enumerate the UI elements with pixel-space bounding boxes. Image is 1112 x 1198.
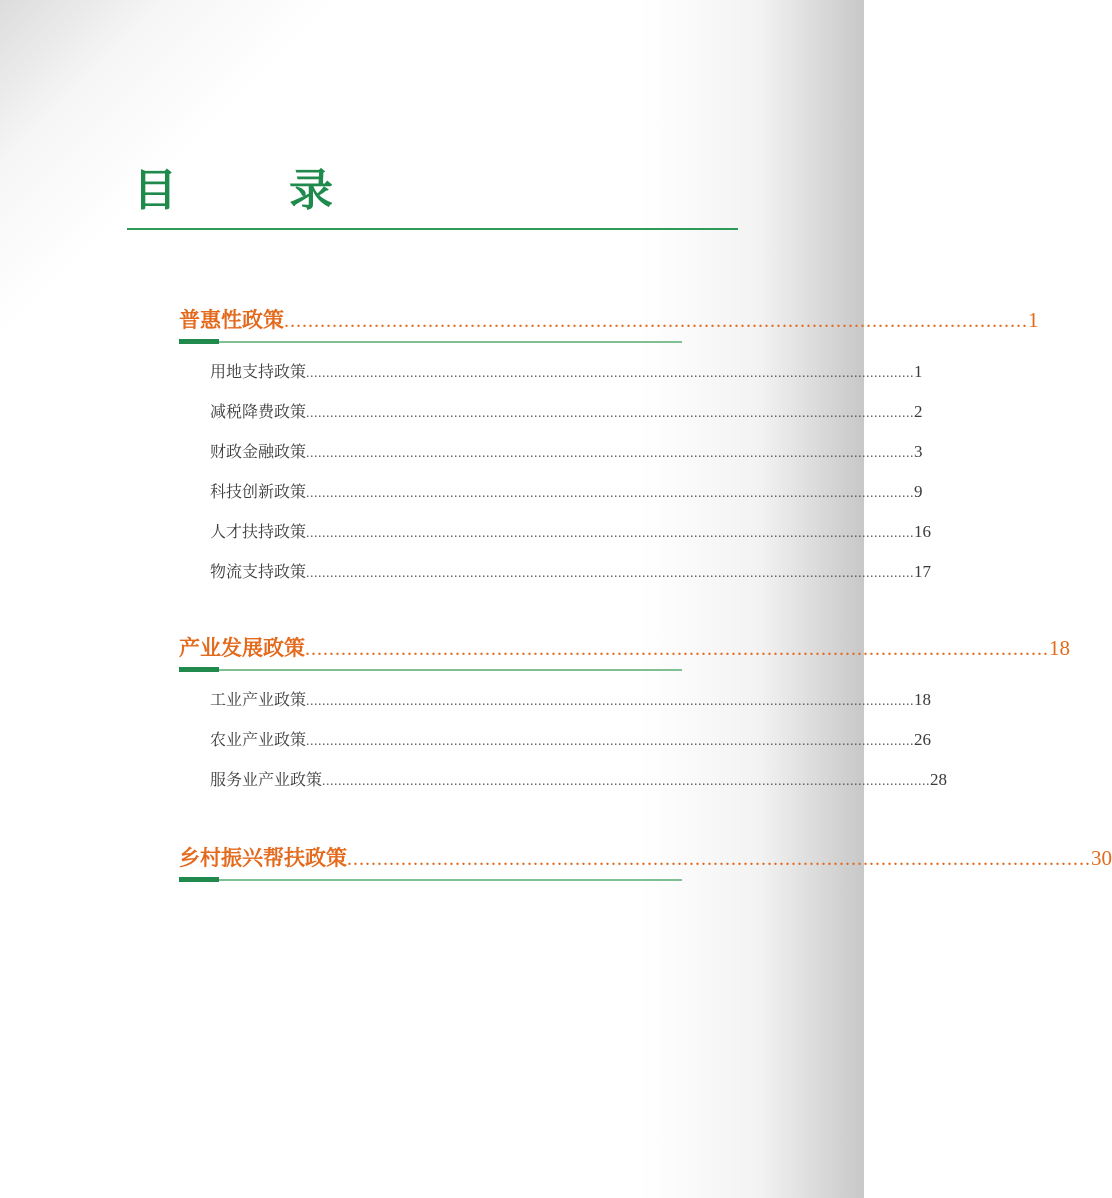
dot-leader: ........................................................................................................................................................ (322, 774, 931, 789)
toc-item-list (179, 685, 948, 805)
item-label: 科技创新政策 (210, 482, 307, 501)
toc-section-3 (179, 843, 1112, 881)
page-title: 目 录 (133, 165, 367, 216)
dot-leader: ........................................................................................................................................................ (306, 406, 915, 421)
item-page-number: 3 (914, 442, 923, 461)
toc-section-heading[interactable] (179, 633, 1070, 663)
dot-leader: ............................................................................................................................ (284, 310, 1028, 332)
toc-item[interactable] (210, 477, 923, 517)
section-divider (179, 879, 682, 881)
dot-leader: ........................................................................................................................................................ (306, 526, 915, 541)
toc-item[interactable] (210, 357, 923, 397)
toc-section-2 (179, 633, 1070, 805)
item-label: 农业产业政策 (210, 730, 307, 749)
item-label: 用地支持政策 (210, 362, 307, 381)
section-label: 普惠性政策 (179, 308, 284, 332)
toc-item[interactable] (210, 517, 932, 557)
dot-leader: ............................................................................................................................ (347, 848, 1091, 870)
toc-item[interactable] (210, 397, 923, 437)
section-page-number: 30 (1091, 846, 1112, 870)
item-label: 人才扶持政策 (210, 522, 307, 541)
toc-item[interactable] (210, 557, 932, 597)
toc-item[interactable] (210, 437, 923, 477)
toc-section-1 (179, 305, 1039, 597)
toc-item-list (179, 357, 932, 597)
dot-leader: ............................................................................................................................ (305, 638, 1049, 660)
item-page-number: 26 (914, 730, 932, 749)
dot-leader: ........................................................................................................................................................ (306, 486, 915, 501)
toc-item[interactable] (210, 725, 932, 765)
item-label: 财政金融政策 (210, 442, 307, 461)
item-label: 服务业产业政策 (210, 770, 323, 789)
dot-leader: ........................................................................................................................................................ (306, 734, 915, 749)
dot-leader: ........................................................................................................................................................ (306, 446, 915, 461)
dot-leader: ........................................................................................................................................................ (306, 566, 915, 581)
section-label: 产业发展政策 (179, 636, 305, 660)
toc-section-heading[interactable] (179, 305, 1039, 335)
toc-item[interactable] (210, 685, 932, 725)
section-page-number: 1 (1028, 308, 1039, 332)
dot-leader: ........................................................................................................................................................ (306, 694, 915, 709)
item-page-number: 18 (914, 690, 932, 709)
dot-leader: ........................................................................................................................................................ (306, 366, 915, 381)
section-divider (179, 341, 682, 343)
toc-section-heading[interactable] (179, 843, 1112, 873)
item-label: 减税降费政策 (210, 402, 307, 421)
section-divider (179, 669, 682, 671)
item-label: 工业产业政策 (210, 690, 307, 709)
item-page-number: 17 (914, 562, 932, 581)
section-label: 乡村振兴帮扶政策 (179, 846, 347, 870)
item-page-number: 9 (914, 482, 923, 501)
toc-item[interactable] (210, 765, 948, 805)
item-page-number: 2 (914, 402, 923, 421)
item-label: 物流支持政策 (210, 562, 307, 581)
section-page-number: 18 (1049, 636, 1070, 660)
item-page-number: 1 (914, 362, 923, 381)
item-page-number: 28 (930, 770, 948, 789)
title-divider (127, 228, 738, 230)
item-page-number: 16 (914, 522, 932, 541)
